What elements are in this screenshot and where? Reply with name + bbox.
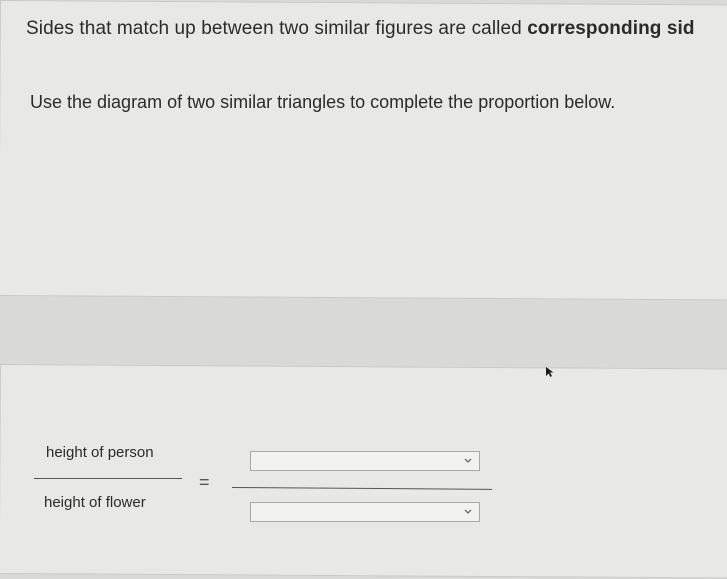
left-fraction-bar <box>34 478 182 479</box>
denominator-dropdown[interactable] <box>250 502 480 522</box>
intro-text: Sides that match up between two similar figures are called <box>26 18 528 39</box>
chevron-down-icon <box>462 504 474 518</box>
numerator-dropdown[interactable] <box>250 451 480 471</box>
proportion-panel <box>0 364 727 579</box>
mouse-pointer-icon <box>544 366 556 378</box>
left-denominator: height of flower <box>44 494 146 511</box>
intro-bold-term: corresponding sid <box>527 18 695 39</box>
left-numerator: height of person <box>46 444 154 461</box>
equals-sign: = <box>199 472 210 492</box>
question-instruction: Use the diagram of two similar triangles to complete the proportion below. <box>30 92 616 112</box>
question-intro <box>26 18 695 40</box>
chevron-down-icon <box>462 453 474 467</box>
